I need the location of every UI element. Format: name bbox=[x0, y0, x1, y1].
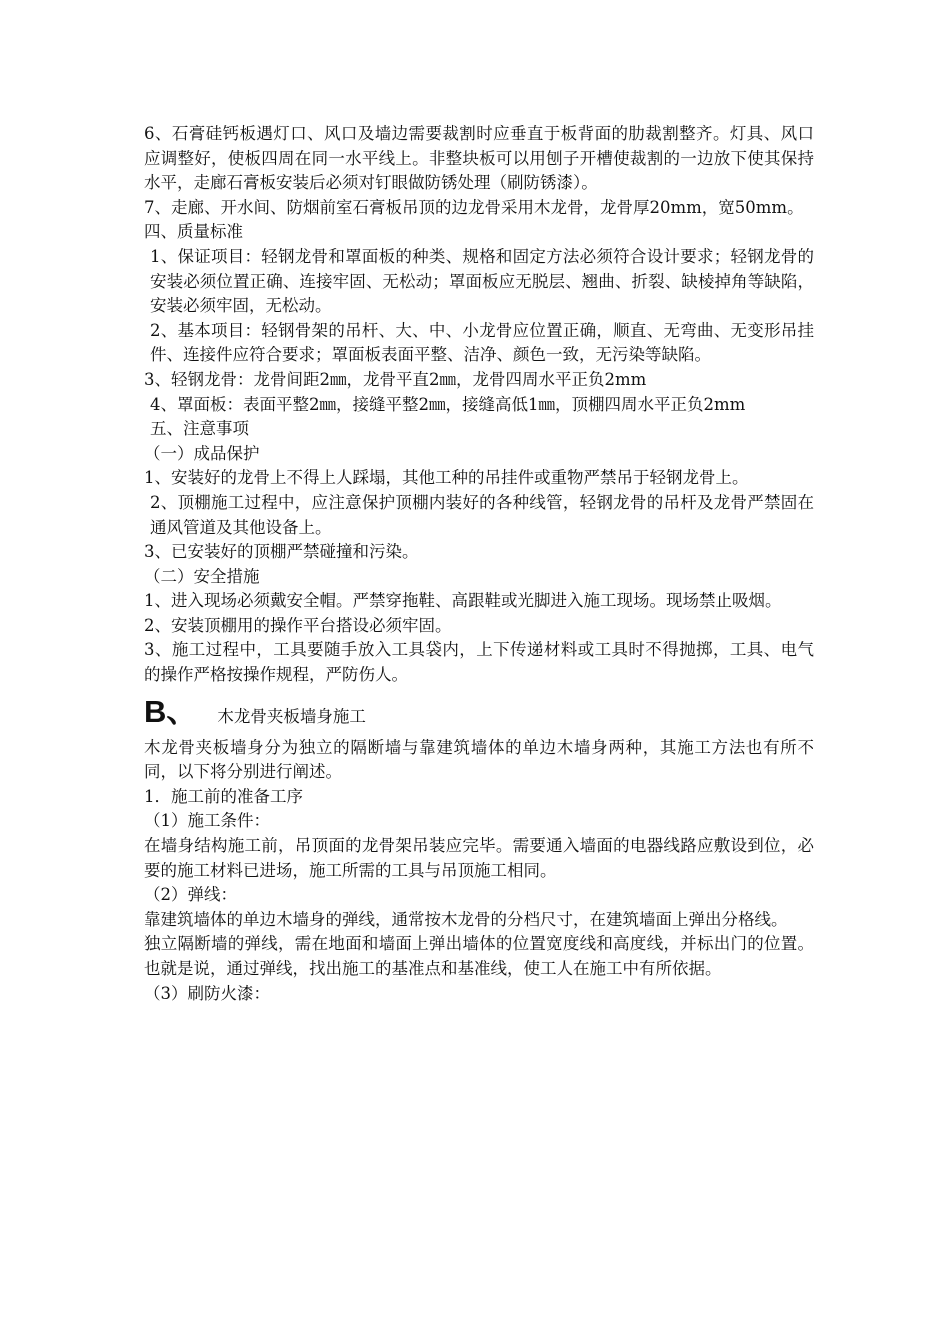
heading-preparation: 1．施工前的准备工序 bbox=[144, 786, 303, 806]
paragraph-basic-items: 2、基本项目：轻钢骨架的吊杆、大、中、小龙骨应位置正确，顺直、无弯曲、无变形吊挂件、连接件应符合要求；罩面板表面平整、洁净、颜色一致，无污染等缺陷。 bbox=[150, 320, 814, 365]
subheading-fireproof-paint: （3）刷防火漆： bbox=[144, 983, 270, 1003]
paragraph-protection-1: 1、安装好的龙骨上不得上人踩塌，其他工种的吊挂件或重物严禁吊于轻钢龙骨上。 bbox=[144, 468, 749, 488]
paragraph-safety-2: 2、安装顶棚用的操作平台搭设必须牢固。 bbox=[144, 615, 452, 635]
paragraph-intro-wood-keel: 木龙骨夹板墙身分为独立的隔断墙与靠建筑墙体的单边木墙身两种，其施工方法也有所不同，以下将分别进行阐述。 bbox=[144, 737, 814, 782]
heading-quality-standard: 四、质量标准 bbox=[144, 222, 243, 242]
section-b-title: 木龙骨夹板墙身施工 bbox=[217, 706, 366, 726]
section-b-letter: B、 bbox=[144, 693, 198, 729]
paragraph-light-steel-keel: 3、轻钢龙骨：龙骨间距2㎜，龙骨平直2㎜，龙骨四周水平正负2mm bbox=[144, 369, 647, 389]
paragraph-snap-line-single: 靠建筑墙体的单边木墙身的弹线，通常按木龙骨的分档尺寸，在建筑墙面上弹出分格线。 bbox=[144, 909, 788, 929]
paragraph-snap-line-partition: 独立隔断墙的弹线，需在地面和墙面上弹出墙体的位置宽度线和高度线，并标出门的位置。也就是说，通过弹线，找出施工的基准点和基准线，使工人在施工中有所依据。 bbox=[144, 934, 814, 978]
paragraph-protection-3: 3、已安装好的顶棚严禁碰撞和污染。 bbox=[144, 542, 419, 562]
subheading-construction-conditions: （1）施工条件： bbox=[144, 811, 270, 831]
section-b-heading bbox=[144, 692, 814, 732]
paragraph-safety-3: 3、施工过程中，工具要随手放入工具袋内，上下传递材料或工具时不得抛掷，工具、电气的操作严格按操作规程，严防伤人。 bbox=[144, 640, 814, 685]
paragraph-protection-2: 2、顶棚施工过程中，应注意保护顶棚内装好的各种线管，轻钢龙骨的吊杆及龙骨严禁固在通风管道及其他设备上。 bbox=[150, 492, 814, 537]
paragraph-safety-1: 1、进入现场必须戴安全帽。严禁穿拖鞋、高跟鞋或光脚进入施工现场。现场禁止吸烟。 bbox=[144, 591, 782, 611]
document-body bbox=[144, 122, 814, 1006]
paragraph-cover-board: 4、罩面板：表面平整2㎜，接缝平整2㎜，接缝高低1㎜，顶棚四周水平正负2mm bbox=[150, 394, 746, 414]
paragraph-guarantee-items: 1、保证项目：轻钢龙骨和罩面板的种类、规格和固定方法必须符合设计要求；轻钢龙骨的安装必须位置正确、连接牢固、无松动；罩面板应无脱层、翘曲、折裂、缺棱掉角等缺陷，安装必须牢固，无松动。 bbox=[150, 246, 814, 316]
subheading-snap-line: （2）弹线： bbox=[144, 885, 237, 905]
paragraph-item-6: 6、石膏硅钙板遇灯口、风口及墙边需要裁割时应垂直于板背面的肋裁割整齐。灯具、风口应调整好，使板四周在同一水平线上。非整块板可以用刨子开槽使裁割的一边放下使其保持水平，走廊石膏板安装后必须对钉眼做防锈处理（刷防锈漆）。 bbox=[144, 124, 814, 193]
paragraph-item-7: 7、走廊、开水间、防烟前室石膏板吊顶的边龙骨采用木龙骨，龙骨厚20mm，宽50mm。 bbox=[144, 197, 804, 217]
heading-precautions: 五、注意事项 bbox=[150, 419, 249, 439]
subheading-product-protection: （一）成品保护 bbox=[144, 443, 260, 463]
subheading-safety-measures: （二）安全措施 bbox=[144, 566, 260, 586]
paragraph-construction-conditions: 在墙身结构施工前，吊顶面的龙骨架吊装应完毕。需要通入墙面的电器线路应敷设到位，必要的施工材料已进场，施工所需的工具与吊顶施工相同。 bbox=[144, 836, 814, 880]
